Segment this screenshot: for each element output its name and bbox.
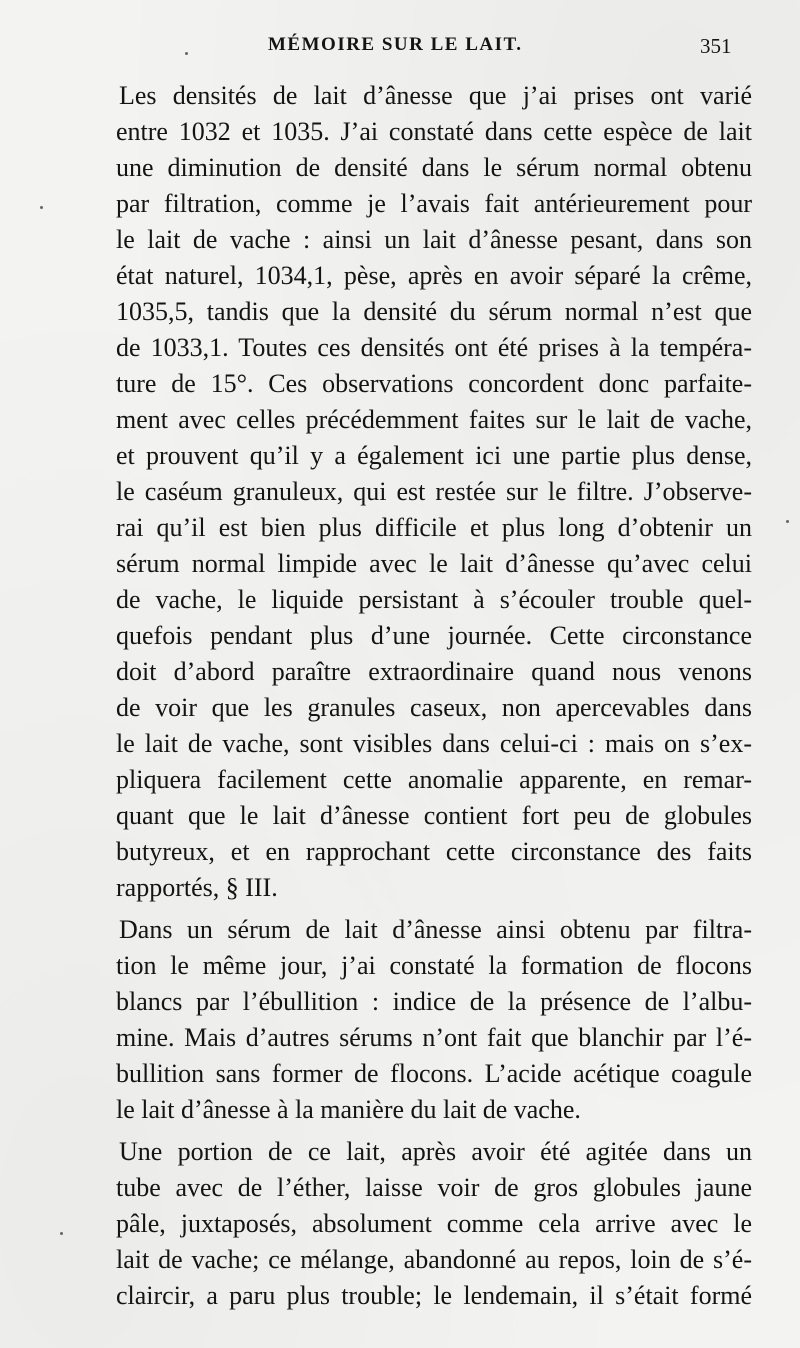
print-speck	[60, 1232, 63, 1235]
text-line: sérum normal limpide avec le lait d’ânesse qu’avec celui	[116, 549, 752, 578]
text-line: tion le même jour, j’ai constaté la formation de flocons	[116, 951, 752, 980]
text-line: rapportés, § III.	[116, 873, 278, 902]
page-header	[0, 34, 800, 70]
paragraph-3	[116, 1134, 752, 1314]
text-line: bullition sans former de flocons. L’acide acétique coagule	[116, 1059, 752, 1088]
paragraph-2	[116, 912, 752, 1128]
text-line: butyreux, et en rapprochant cette circonstance des faits	[116, 837, 752, 866]
text-line: doit d’abord paraître extraordinaire quand nous venons	[116, 657, 752, 686]
text-line: le caséum granuleux, qui est restée sur le filtre. J’observe-	[116, 477, 752, 506]
print-speck	[185, 52, 188, 55]
text-line: quefois pendant plus d’une journée. Cette circonstance	[116, 621, 752, 650]
print-speck	[786, 520, 789, 523]
text-line: rai qu’il est bien plus difficile et plus long d’obtenir un	[116, 513, 752, 542]
text-line: 1035,5, tandis que la densité du sérum normal n’est que	[116, 297, 752, 326]
text-line: état naturel, 1034,1, pèse, après en avoir séparé la crême,	[116, 261, 752, 290]
text-line: de vache, le liquide persistant à s’écouler trouble quel-	[116, 585, 752, 614]
print-speck	[40, 206, 43, 209]
page-number: 351	[700, 34, 732, 58]
text-line: Une portion de ce lait, après avoir été agitée dans un	[119, 1137, 752, 1166]
text-line: ture de 15°. Ces observations concordent donc parfaite-	[116, 369, 752, 398]
text-line: pliquera facilement cette anomalie apparente, en remar-	[116, 765, 752, 794]
text-line: blancs par l’ébullition : indice de la présence de l’albu-	[116, 987, 752, 1016]
text-line: Dans un sérum de lait d’ânesse ainsi obtenu par filtra-	[119, 915, 752, 944]
text-line: claircir, a paru plus trouble; le lendemain, il s’était formé	[116, 1281, 752, 1310]
text-line: pâle, juxtaposés, absolument comme cela arrive avec le	[116, 1209, 752, 1238]
text-line: lait de vache; ce mélange, abandonné au repos, loin de s’é-	[116, 1245, 752, 1274]
text-line: de voir que les granules caseux, non apercevables dans	[116, 693, 752, 722]
text-line: de 1033,1. Toutes ces densités ont été prises à la tempéra-	[116, 333, 752, 362]
text-line: mine. Mais d’autres sérums n’ont fait que blanchir par l’é-	[116, 1023, 752, 1052]
text-line: ment avec celles précédemment faites sur le lait de vache,	[116, 405, 752, 434]
text-line: quant que le lait d’ânesse contient fort peu de globules	[116, 801, 752, 830]
text-line: le lait de vache : ainsi un lait d’ânesse pesant, dans son	[116, 225, 752, 254]
paragraph-1	[116, 78, 752, 906]
text-line: une diminution de densité dans le sérum normal obtenu	[116, 153, 752, 182]
running-title: MÉMOIRE SUR LE LAIT.	[268, 34, 523, 55]
text-line: Les densités de lait d’ânesse que j’ai prises ont varié	[119, 81, 752, 110]
text-line: tube avec de l’éther, laisse voir de gros globules jaune	[116, 1173, 752, 1202]
text-line: par filtration, comme je l’avais fait antérieurement pour	[116, 189, 752, 218]
text-line: le lait d’ânesse à la manière du lait de vache.	[116, 1095, 581, 1124]
text-line: et prouvent qu’il y a également ici une partie plus dense,	[116, 441, 752, 470]
text-line: le lait de vache, sont visibles dans celui-ci : mais on s’ex-	[116, 729, 752, 758]
text-line: entre 1032 et 1035. J’ai constaté dans cette espèce de lait	[116, 117, 752, 146]
body-text	[116, 78, 752, 1314]
